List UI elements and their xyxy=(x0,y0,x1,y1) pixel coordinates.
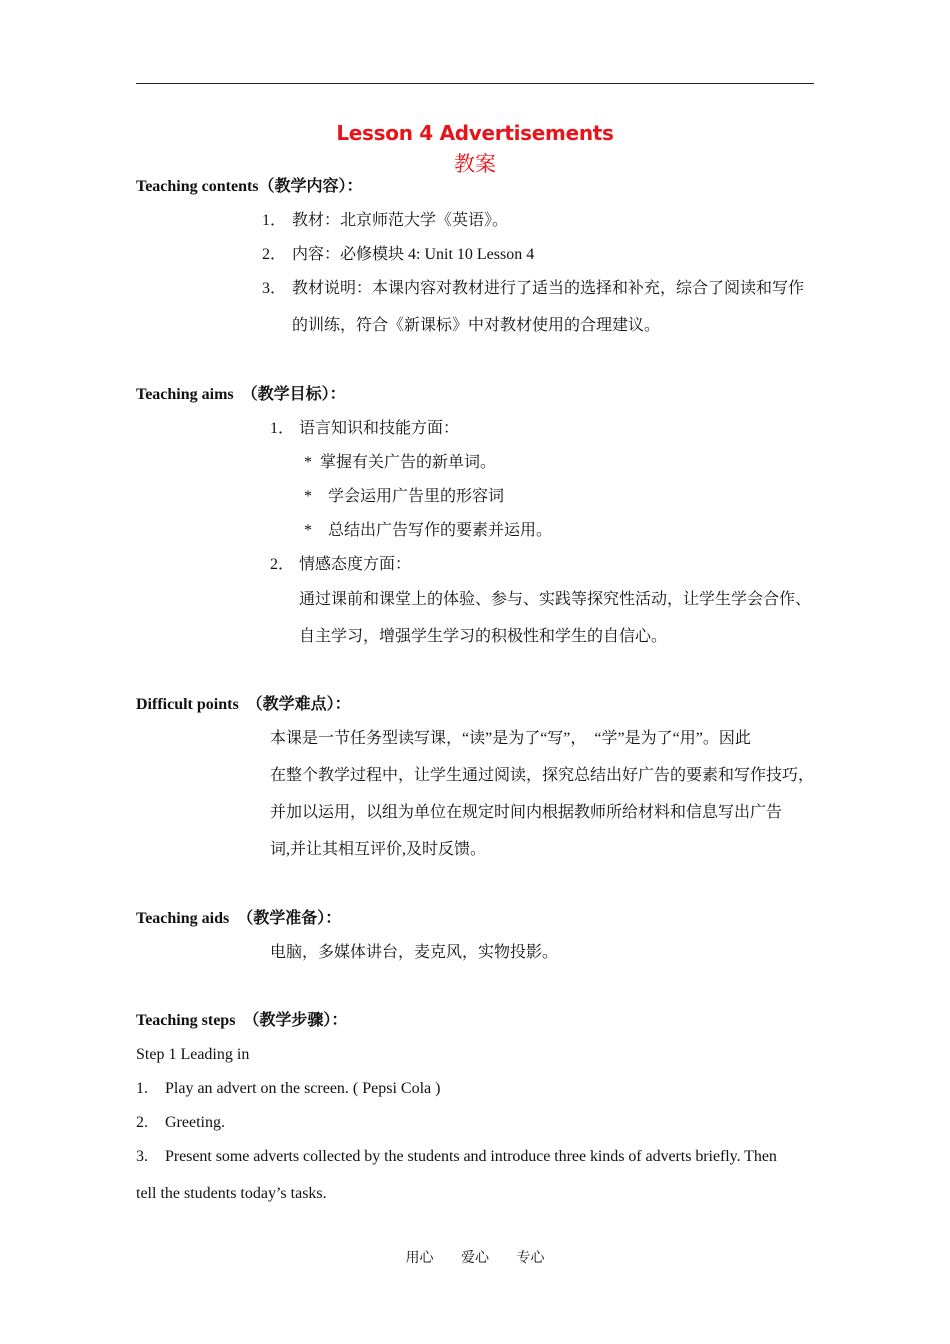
footer-word: 爱心 xyxy=(461,1251,489,1266)
steps-item-3 xyxy=(136,1146,777,1168)
document-subtitle: 教案 xyxy=(454,152,496,176)
contents-item-3 xyxy=(262,278,804,300)
difficult-line: 本课是一节任务型读写课，“读”是为了“写”， “学”是为了“用”。因此 xyxy=(270,730,751,747)
section-heading-contents: Teaching contents（教学内容）： xyxy=(136,178,363,195)
aids-text: 电脑，多媒体讲台，麦克风，实物投影。 xyxy=(270,944,559,961)
aims-bullet: * 掌握有关广告的新单词。 xyxy=(304,454,497,471)
list-number: 3. xyxy=(136,1148,148,1165)
list-text: Present some adverts collected by the students and introduce three kinds of adverts briefly. Then xyxy=(165,1148,777,1165)
section-heading-steps: Teaching steps （教学步骤）： xyxy=(136,1012,348,1029)
document-title: Lesson 4 Advertisements xyxy=(336,121,614,145)
contents-item-3-continuation: 的训练，符合《新课标》中对教材使用的合理建议。 xyxy=(292,317,661,334)
steps-item-3-continuation: tell the students today’s tasks. xyxy=(136,1185,327,1202)
aims-item-2-line: 自主学习，增强学生学习的积极性和学生的自信心。 xyxy=(299,628,668,645)
list-number: 2． xyxy=(262,246,287,263)
contents-item-2 xyxy=(262,244,534,266)
list-number: 2． xyxy=(270,556,295,573)
list-number: 3． xyxy=(262,280,287,297)
list-number: 1． xyxy=(262,212,287,229)
contents-item-1 xyxy=(262,210,508,232)
header-rule xyxy=(136,83,814,84)
list-text: 情感态度方面： xyxy=(299,556,412,573)
steps-item-2 xyxy=(136,1112,225,1134)
steps-item-1 xyxy=(136,1078,440,1100)
section-heading-aids: Teaching aids （教学准备）： xyxy=(136,910,342,927)
list-text: 语言知识和技能方面： xyxy=(299,420,460,437)
list-text: 教材：北京师范大学《英语》。 xyxy=(292,212,509,229)
list-text: Greeting. xyxy=(165,1114,225,1131)
section-heading-difficult: Difficult points （教学难点）： xyxy=(136,696,351,713)
aims-item-2-line: 通过课前和课堂上的体验、参与、实践等探究性活动，让学生学会合作、 xyxy=(299,591,812,608)
section-heading-aims: Teaching aims （教学目标）： xyxy=(136,386,346,403)
aims-item-2 xyxy=(270,554,411,576)
list-number: 2. xyxy=(136,1114,148,1131)
footer-word: 专心 xyxy=(516,1251,545,1266)
list-text: 教材说明：本课内容对教材进行了适当的选择和补充，综合了阅读和写作 xyxy=(292,280,805,297)
footer-word: 用心 xyxy=(405,1251,434,1266)
difficult-line: 词,并让其相互评价,及时反馈。 xyxy=(270,841,487,858)
difficult-line: 并加以运用，以组为单位在规定时间内根据教师所给材料和信息写出广告 xyxy=(270,804,783,821)
aims-bullet: * 总结出广告写作的要素并运用。 xyxy=(304,522,553,539)
page-footer xyxy=(0,1247,950,1267)
list-number: 1． xyxy=(270,420,295,437)
list-text: 内容：必修模块 4: Unit 10 Lesson 4 xyxy=(292,246,535,263)
difficult-line: 在整个教学过程中，让学生通过阅读，探究总结出好广告的要素和写作技巧， xyxy=(270,767,815,784)
list-number: 1. xyxy=(136,1080,148,1097)
aims-bullet: * 学会运用广告里的形容词 xyxy=(304,488,505,505)
list-text: Play an advert on the screen. ( Pepsi Cola ) xyxy=(165,1080,441,1097)
aims-item-1 xyxy=(270,418,459,440)
step-heading: Step 1 Leading in xyxy=(136,1046,250,1063)
